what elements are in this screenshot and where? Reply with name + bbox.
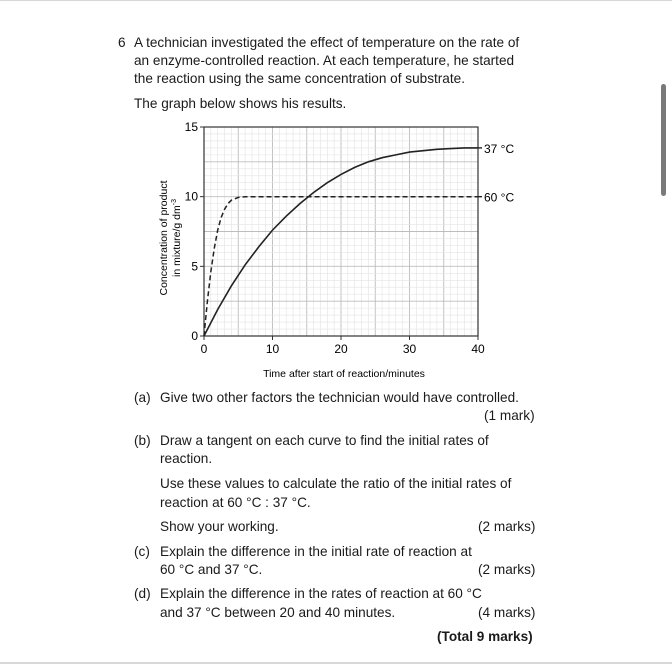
x-tick-label: 20 [334,342,348,356]
part-b-marks: (2 marks) [478,519,536,534]
part-c-line2: 60 °C and 37 °C. [160,562,263,577]
x-tick-label: 40 [471,342,485,356]
y-tick-label: 15 [184,120,198,134]
intro-line-3: the reaction using the same concentration of substrate. [134,71,465,86]
part-d-line1: Explain the difference in the rates of reaction at 60 °C [160,586,482,601]
part-b-line1: Draw a tangent on each curve to find the initial rates of [160,433,489,448]
intro-line-1: A technician investigated the effect of temperature on the rate of [134,35,520,50]
question-number: 6 [118,35,126,50]
y-tick-label: 10 [184,189,198,204]
intro-line-2: an enzyme-controlled reaction. At each temperature, he started [134,53,515,68]
total-marks: (Total 9 marks) [437,629,533,644]
series-label-60c: 60 °C [484,190,515,205]
part-b-line4: reaction at 60 °C : 37 °C. [160,495,311,510]
graph-intro: The graph below shows his results. [134,96,347,111]
part-b-line2: reaction. [160,451,213,466]
part-a-marks: (1 mark) [484,408,535,423]
part-b-line3: Use these values to calculate the ratio of the initial rates of [160,476,512,491]
part-b-line5: Show your working. [160,519,279,534]
part-d-line2: and 37 °C between 20 and 40 minutes. [160,605,396,620]
x-tick-label: 10 [265,342,280,356]
y-tick-label: 0 [191,329,198,343]
part-d-marks: (4 marks) [478,605,536,620]
y-axis-label-line1: Concentration of product [158,180,170,296]
x-axis-label: Time after start of reaction/minutes [263,368,425,380]
part-b-label: (b) [134,433,151,448]
part-a-label: (a) [134,390,151,405]
y-axis-label-line2: in mixture/g $dm^{-3}$ [171,198,183,278]
part-a-text: Give two other factors the technician would have controlled. [160,390,519,405]
part-c-marks: (2 marks) [478,562,536,577]
part-c-line1: Explain the difference in the initial rate of reaction at [160,544,472,559]
y-tick-label: 5 [191,259,198,274]
chart-grid [204,127,478,336]
part-d-label: (d) [134,586,151,601]
x-tick-label: 0 [200,342,208,356]
series-label-37c: 37 °C [484,141,515,156]
part-c-label: (c) [134,544,150,559]
x-tick-label: 30 [402,342,417,356]
